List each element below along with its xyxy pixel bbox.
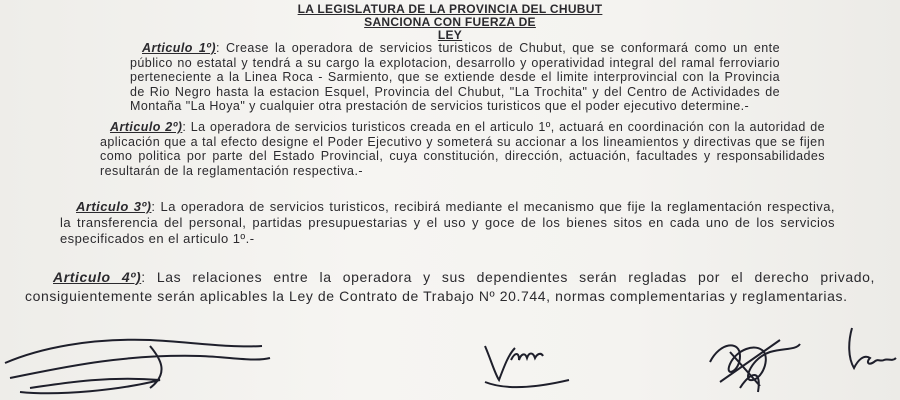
header-line-2: SANCIONA CON FUERZA DE bbox=[364, 15, 536, 29]
header-line-3: LEY bbox=[437, 28, 463, 42]
signature-2 bbox=[465, 330, 575, 394]
article-2 bbox=[100, 120, 825, 178]
article-3-text: : La operadora de servicios turisticos, recibirá mediante el mecanismo que fije la reglamentación respectiva, la transferencia del personal, partidas presupuestarias y el uso y goce de los bienes sitos en cada uno de los servicios especificados en el articulo 1º.- bbox=[60, 199, 835, 246]
article-4-text: : Las relaciones entre la operadora y sus dependientes serán regladas por el derecho privado, consiguientemente serán aplicables la Ley de Contrato de Trabajo Nº 20.744, normas complementarias y reglamentarias. bbox=[25, 269, 876, 304]
article-1 bbox=[130, 41, 780, 114]
article-2-label: Articulo 2º) bbox=[110, 120, 183, 134]
signature-3 bbox=[700, 322, 810, 400]
article-4-label: Articulo 4º) bbox=[53, 269, 142, 285]
header-line-1: LA LEGISLATURA DE LA PROVINCIA DEL CHUBUT bbox=[297, 2, 603, 16]
signature-4 bbox=[838, 322, 898, 380]
article-1-text: : Crease la operadora de servicios turisticos de Chubut, que se conformará como un ente público no estatal y tendrá a su cargo la explotacion, desarrollo y operatividad integral del ramal ferroviario perteneciente a la Linea Roca - Sarmiento, que se extiende desde el limite interprovincial con la Provincia de Rio Negro hasta la estacion Esquel, Provincia del Chubut, "La Trochita" y del Centro de Actividades de Montaña "La Hoya" y cualquier otra prestación de servicios turisticos que el poder ejecutivo determine.- bbox=[130, 41, 780, 114]
article-3 bbox=[60, 199, 835, 246]
article-3-label: Articulo 3º) bbox=[76, 199, 152, 214]
article-1-label: Articulo 1º) bbox=[142, 41, 216, 55]
article-2-text: : La operadora de servicios turisticos creada en el articulo 1º, actuará en coordinación con la autoridad de aplicación que a tal efecto designe el Poder Ejecutivo y someterá su accionar a los lineamientos y directivas que se fijen como politica por parte del Estado Provincial, cuya constitución, dirección, actuación, facultades y responsabilidades resultarán de la reglamentación respectiva.- bbox=[100, 120, 825, 178]
signature-1 bbox=[0, 318, 280, 400]
article-4 bbox=[25, 268, 875, 306]
